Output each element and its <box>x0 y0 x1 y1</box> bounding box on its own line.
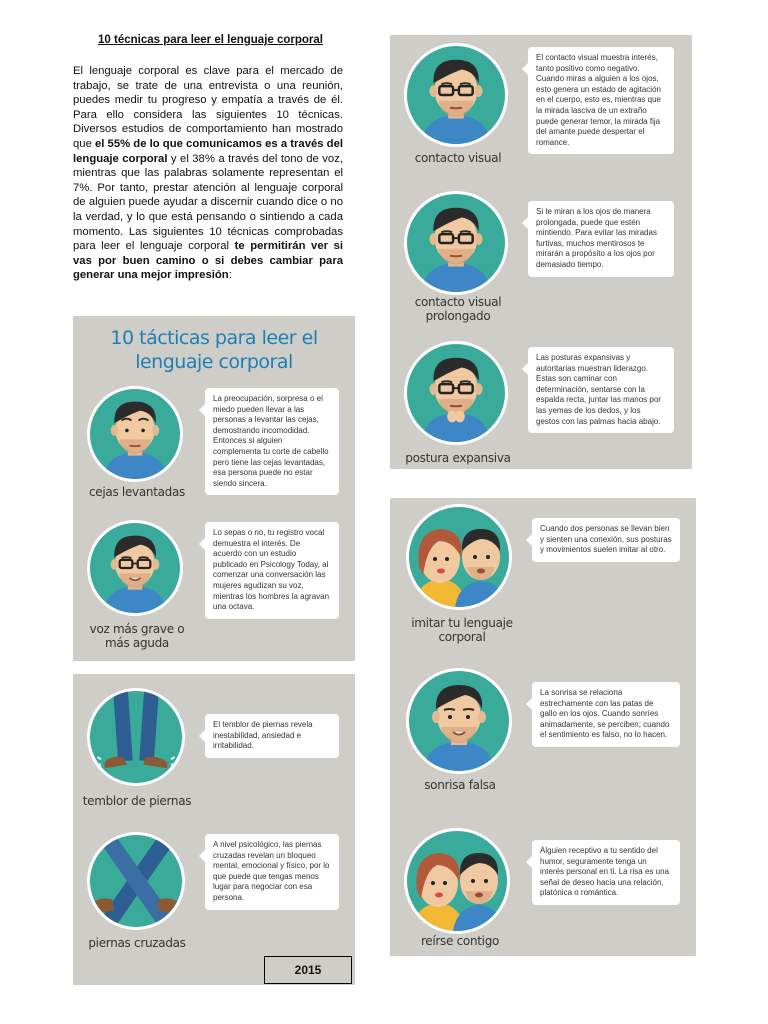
technique-description: La sonrisa se relaciona estrechamente con las patas de gallo en los ojos. Cuando sonríes animadamente, se perciben; cuando el sentimiento es falso, no lo hacen. <box>532 682 680 747</box>
infographic-panel-left-top <box>73 316 355 661</box>
technique-item <box>73 832 355 952</box>
technique-description: Las posturas expansivas y autoritarias muestran liderazgo. Estas son caminar con determinación, sentarse con la espalda recta, juntar las manos por las yemas de los dedos, y los gestos con las palmas hacia abajo. <box>528 347 674 433</box>
technique-caption: piernas cruzadas <box>88 936 186 950</box>
technique-item <box>390 504 696 644</box>
year-box: 2015 <box>264 956 352 984</box>
eye-contact-face-icon <box>404 43 508 147</box>
technique-caption: contacto visual <box>414 151 502 165</box>
technique-caption: temblor de piernas <box>82 794 192 808</box>
infographic-panel-right-bottom <box>390 498 696 956</box>
technique-description: Cuando dos personas se llevan bien y sienten una conexión, sus posturas y movimientos suelen imitar al otro. <box>532 518 680 562</box>
technique-description: El temblor de piernas revela inestabilidad, ansiedad e irritabilidad. <box>205 714 339 758</box>
intro-bold-text: el 55% de lo que comunicamos es a través del lenguaje corporal <box>73 137 344 165</box>
shaking-legs-icon <box>87 688 185 786</box>
infographic-panel-right-top <box>390 35 692 469</box>
laughing-couple-icon <box>404 828 510 934</box>
technique-caption: postura expansiva <box>405 451 511 465</box>
crossed-legs-icon <box>87 832 185 930</box>
technique-item <box>73 688 355 808</box>
technique-item <box>73 386 355 506</box>
technique-caption: sonrisa falsa <box>424 778 496 792</box>
intro-text: y el 38% a través del tono de voz, mientras que las palabras solamente representan el 7%. Por tanto, prestar atención al lenguaje corporal de alguien puede ayudar a discernir cuando dice o no la verdad, y lo que está pensando o sintiendo a cada momento. Las siguientes 10 técnicas comprobadas para leer el lenguaje corporal <box>73 152 343 253</box>
technique-item <box>73 520 355 650</box>
intro-paragraph <box>73 64 343 283</box>
technique-description: El contacto visual muestra interés, tanto positivo como negativo. Cuando miras a alguien a los ojos, esto genera un estado de agitación en el cuerpo, esto es, mientras que la mirada lasciva de un extraño puede generar temor, la mirada fija del amante puede despertar el romance. <box>528 47 674 154</box>
technique-caption: contacto visual prolongado <box>414 295 502 323</box>
mirroring-couple-icon <box>406 504 512 610</box>
technique-description: A nivel psicológico, las piernas cruzadas revelan un bloqueo mental, emocional y físico, por lo que puede que tengas menos lugar para negociar con esa persona. <box>205 834 339 910</box>
intro-text: : <box>228 269 232 282</box>
technique-item <box>390 828 696 948</box>
technique-description: Si te miran a los ojos de manera prolongada, puede que estén mintiendo. Para evitar las miradas furtivas, muchos mentirosos te mirarán a propósito a los ojos por demasiado tiempo. <box>528 201 674 277</box>
document-title: 10 técnicas para leer el lenguaje corporal <box>98 34 323 46</box>
fake-smile-face-icon <box>406 668 512 774</box>
technique-caption: cejas levantadas <box>89 485 185 499</box>
technique-item <box>390 668 696 792</box>
technique-caption: voz más grave o más aguda <box>89 622 185 650</box>
technique-description: Lo sepas o no, tu registro vocal demuestra el interés. De acuerdo con un estudio publicado en Psicology Today, al comenzar una conversación las mujeres agudizan su voz, mientras los hombres la agravan una octava. <box>205 522 339 619</box>
technique-caption: reírse contigo <box>420 934 500 948</box>
technique-description: La preocupación, sorpresa o el miedo pueden llevar a las personas a levantar las cejas, demostrando incomodidad. Entonces si alguien complementa tu corte de cabello pero tiene las cejas levantadas, esa persona puede no estar siendo sincera. <box>205 388 339 495</box>
voice-face-icon <box>87 520 183 616</box>
technique-item <box>390 341 692 465</box>
technique-description: Alguien receptivo a tu sentido del humor, seguramente tenga un interés personal en ti. La risa es una señal de deseo hacia una relación, platónica o romántica. <box>532 840 680 905</box>
expansive-posture-icon <box>404 341 508 445</box>
infographic-panel-left-bottom <box>73 674 355 985</box>
raised-eyebrows-face-icon <box>87 386 183 482</box>
technique-caption: imitar tu lenguaje corporal <box>411 616 513 644</box>
technique-item <box>390 43 692 163</box>
intro-bold-text: te permitirán ver si vas por buen camino o si debes cambiar para generar una mejor impresión <box>73 240 344 282</box>
infographic-title: 10 tácticas para leer el lenguaje corporal <box>110 327 318 373</box>
technique-item <box>390 191 692 323</box>
intro-text: El lenguaje corporal es clave para el mercado de trabajo, se trate de una entrevista o una reunión, puedes medir tu progreso y empatía a través de él. Para ello considera las siguientes 10 técnicas. Diversos estudios de comportamiento han mostrado que <box>73 65 343 150</box>
prolonged-eye-contact-face-icon <box>404 191 508 295</box>
